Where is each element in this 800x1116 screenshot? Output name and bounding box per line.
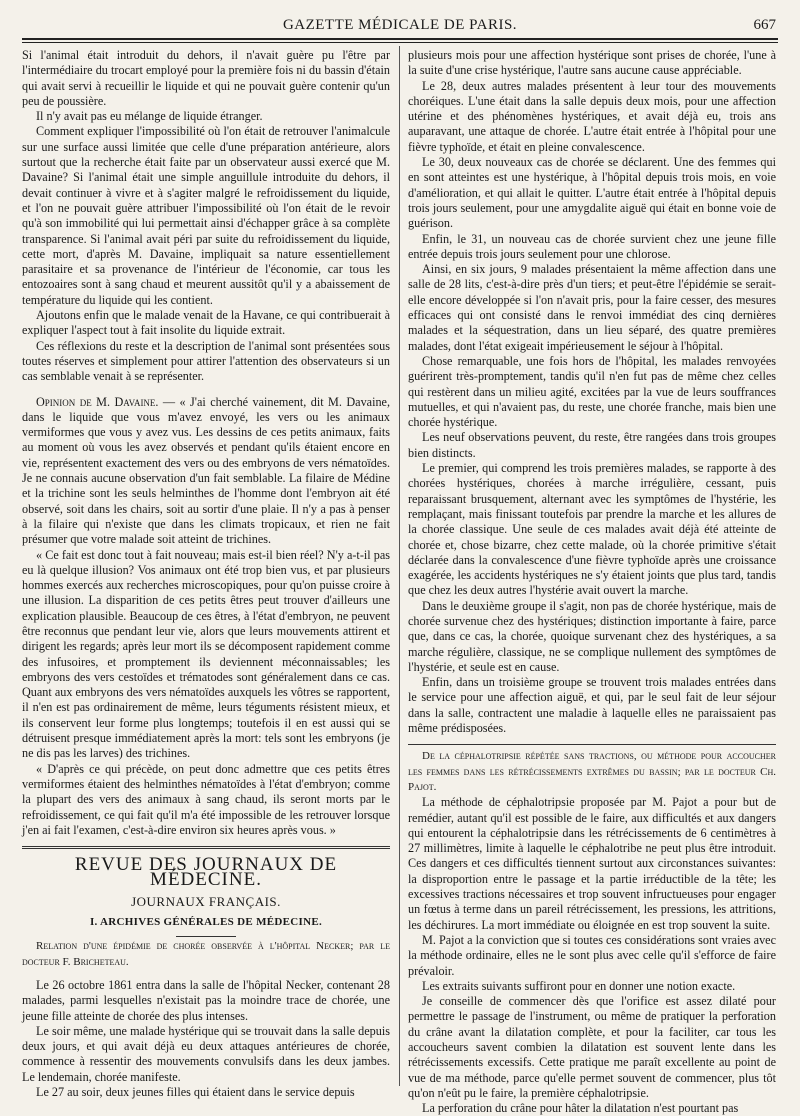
paragraph: La perforation du crâne pour hâter la dilatation n'est pourtant pas [422, 1101, 739, 1116]
paragraph: Le premier, qui comprend les trois premières malades, se rapporte à des chorées hystériques, chorées à marche irrégulière, cessant, puis reparaissant brusquement, alternant avec les symptômes de l'hystérie, les remplaçant, mais finissant toutefois par prendre la marche et les allures de la chorée classique. Une seule de ces malades avait déjà été atteinte de chorée et, chose bizarre, chez cette malade, où la chorée primitive s'était déclarée dans la convalescence d'une fièvre typhoïde après une croissance exagérée, les accidents hystériques ne s'y étaient joints que plus tard, tandis que chez les deux autres l'hystérie avait ouvert la marche. [408, 461, 776, 598]
journal-title: GAZETTE MÉDICALE DE PARIS. [282, 17, 518, 33]
paragraph: La méthode de céphalotripsie proposée par M. Pajot a pour but de remédier, autant qu'il est possible de le faire, aux difficultés et aux dangers qui entourent la céphalotripsie dans les rétrécissements de 6 centimètres à 27 millimètres, limite à laquelle le céphalotribe ne peut plus être introduit. Ces dangers et ces difficultés tiennent surtout aux circonstances suivantes: la disproportion entre le passage et la partie irréductible de la tête; les excessives tractions nécessaires et trop souvent infructueuses pour engager un fœtus à terme dans un pareil rétrécissement, les pressions, les attritions, les déchirures. La mort immédiate ou éloignée en est trop souvent la suite. [408, 795, 776, 932]
paragraph: Ainsi, en six jours, 9 malades présentaient la même affection dans une salle de 28 lits, c'est-à-dire près d'un tiers; et peut-être l'épidémie se serait-elle encore développée si l'on n'avait pris, pour la faire cesser, des mesures efficaces qui ont consisté dans le renvoi immédiat des cinq dernières malades et la séquestration, dans un lieu séparé, des quatre premières malades, dont l'état exigeait impérieusement le séjour à l'hôpital. [408, 262, 776, 353]
paragraph: Il n'y avait pas eu mélange de liquide étranger. [36, 109, 263, 124]
paragraph: Dans le deuxième groupe il s'agit, non pas de chorée hystérique, mais de chorée survenue chez des hystériques; distinction importante à faire, parce que, dans ce cas, la chorée, quoique survenant chez des hystériques, a sa marche régulière, classique, ne se complique nullement des symptômes de l'hystérie, et seule est en cause. [408, 598, 776, 674]
paragraph: Comment expliquer l'impossibilité où l'on était de retrouver l'animalcule sur une surface aussi limitée que celle d'une préparation antérieure, alors surtout que la recherche était faite par un observateur aussi exercé que M. Davaine? Si l'animal était une simple anguillule introduite du dehors, il devait continuer à vivre et à s'agiter malgré le refroidissement du liquide, et l'on ne pouvait guère attribuer l'impossibilité où l'on était de le revoir qu'à son immobilité qui lui permettait ainsi d'échapper grâce à sa complète transparence. Si l'animal avait péri par suite du refroidissement du liquide, cette mort, d'après M. Davaine, impliquait sa nature essentiellement parasitaire et sa provenance de l'intérieur de l'économie, car tous les entozoaires sont à sang chaud et meurent aussitôt qu'il y a abaissement de température du liquide qui les contient. [22, 124, 390, 307]
column-divider [399, 46, 400, 1086]
paragraph: Le 28, deux autres malades présentent à leur tour des mouvements choréiques. L'une était dans la salle depuis deux mois, pour une affection utérine et des phénomènes hystériques, et avait déjà eu, trois ans auparavant, une attaque de chorée. L'autre était entrée à l'hôpital pour une fièvre typhoïde, et était en pleine convalescence. [408, 78, 776, 154]
header-rule-thin [22, 42, 778, 43]
article-title: Relation d'une épidémie de chorée observée à l'hôpital Necker; par le docteur F. Bricheteau. [22, 940, 390, 968]
page-number: 667 [753, 17, 776, 33]
header-rule [22, 38, 778, 40]
short-rule [176, 936, 236, 937]
paragraph: « D'après ce qui précède, on peut donc admettre que ces petits êtres vermiformes étaient des helminthes nématoïdes à l'état d'embryon; comme la plupart des vers des animaux à sang chaud, ils seront morts par le refroidissement, ce qui fait qu'il m'a été impossible de les retrouver lorsque j'en ai fait l'examen, c'est-à-dire environ six heures après vous. » [22, 761, 390, 837]
paragraph: Les extraits suivants suffiront pour en donner une notion exacte. [422, 978, 736, 993]
paragraph: Enfin, dans un troisième groupe se trouvent trois malades entrées dans le service pour une affection aiguë, et qui, par le seul fait de leur séjour dans la salle, contractent une maladie à laquelle elles ne paraissaient pas même prédisposées. [408, 675, 776, 736]
article-title: De la céphalotripsie répétée sans tractions, ou méthode pour accoucher les femmes dans les rétrécissements extrêmes du bassin; par le docteur Ch. Pajot. [408, 750, 776, 793]
paragraph: Enfin, le 31, un nouveau cas de chorée survient chez une jeune fille entrée depuis trois jours seulement pour une chlorose. [408, 231, 776, 261]
paragraph: « Ce fait est donc tout à fait nouveau; mais est-il bien réel? N'y a-t-il pas eu là quelque illusion? Vos animaux ont été trop bien vus, et par plusieurs hommes exercés aux recherches microscopiques, pour qu'on puisse croire à une illusion. La disparition de ces petits êtres peut trouver d'ailleurs une explication plausible. Beaucoup de ces êtres, à l'état d'embryon, ne peuvent être reconnus que pendant leur vie, alors que leurs mouvements attirent et dirigent les regards; après leur mort ils se décomposent rapidement comme des infusoires, et promptement ils deviennent méconnaissables; les embryons des vers cestoïdes et trématodes sont généralement dans ce cas. Quant aux embryons des vers nématoïdes auxquels les vôtres se rapportent, il n'en est pas ordinairement de même, leurs téguments résistent mieux, et ils conservent leur forme plus longtemps; toutefois il en est aussi qui se détruisent presque immédiatement après la mort: tels sont les embryons (je ne dis pas les larves) des trichines. [22, 547, 390, 761]
paragraph: Je conseille de commencer dès que l'orifice est assez dilaté pour permettre le passage de l'instrument, ou même de pratiquer la perforation du crâne avant la dilatation complète, et pour la faciliter, car tous les accoucheurs savent combien la dilatation est souvent lente dans les rétrécissements excessifs. Cette pratique me paraît excellente au point de vue de ma méthode, parce qu'elle permet souvent de commencer, plus tôt qu'on n'eût pu le faire, la première céphalotripsie. [408, 994, 776, 1100]
archives-heading: I. ARCHIVES GÉNÉRALES DE MÉDECINE. [89, 916, 323, 929]
paragraph: plusieurs mois pour une affection hystérique sont prises de chorée, l'une à la suite d'une crise hystérique, l'autre sans aucune cause appréciable. [408, 48, 776, 78]
left-column [22, 48, 390, 1100]
right-column [408, 48, 776, 1116]
page-header [22, 14, 778, 40]
paragraph: Ces réflexions du reste et la description de l'animal sont présentées sous toutes réserves et simplement pour attirer l'attention des observateurs si un cas semblable venait à se représenter. [22, 338, 390, 384]
paragraph: Le 30, deux nouveaux cas de chorée se déclarent. Une des femmes qui en sont atteintes est une hystérique, à l'hôpital depuis trois mois, en voie d'amélioration, et qui allait le quitter. L'autre était entrée à l'hôpital depuis trois jours seulement, pour une amygdalite aiguë qui était en bonne voie de guérison. [408, 155, 776, 231]
opinion-text: « J'ai cherché vainement, dit M. Davaine, dans le liquide que vous m'avez envoyé, les vers ou les animaux vermiformes que vous y avez vus. Les dessins de ces petits animaux, faits au moment où vous les avez observés et pendant qu'ils étaient encore en vie, représentent exactement des vers ou des embryons de vers nématoïdes. Je ne connais aucune observation d'un fait semblable. La filaire de Médine et la trichine sont les seuls helminthes de l'homme dont l'embryon ait été observé, soit dans les chairs, soit au sortir d'une plaie. Il n'y a pas à penser à la filaire qui n'existe que dans les climats tropicaux, et rien ne fait présumer que votre malade soit atteint de trichines. [22, 394, 391, 547]
section-rule [408, 744, 776, 745]
paragraph: M. Pajot a la conviction que si toutes ces considérations sont vraies avec la méthode ordinaire, elles ne le sont plus avec celle qu'il s'efforce de faire prévaloir. [408, 932, 776, 978]
section-rule [22, 846, 390, 849]
revue-title: REVUE DES JOURNAUX DE MÉDECINE. [74, 854, 338, 891]
paragraph: Le 27 au soir, deux jeunes filles qui étaient dans le service depuis [36, 1085, 355, 1099]
paragraph: Les neuf observations peuvent, du reste, être rangées dans trois groupes bien distincts. [408, 430, 776, 460]
opinion-label: Opinion de M. Davaine. — [36, 394, 176, 409]
opinion-paragraph [22, 395, 390, 548]
paragraph: Ajoutons enfin que le malade venait de la Havane, ce qui contribuerait à expliquer l'aspect tout à fait insolite du liquide extrait. [22, 308, 390, 338]
paragraph: Le 26 octobre 1861 entra dans la salle de l'hôpital Necker, contenant 28 malades, parmi lesquelles n'existait pas la moindre trace de chorée, une jeune fille atteinte de chorée des plus intenses. [22, 977, 390, 1023]
paragraph: Le soir même, une malade hystérique qui se trouvait dans la salle depuis deux jours, et qui avait déjà eu deux attaques antérieures de chorée, commence à ressentir des mouvements convulsifs dans les deux jambes. Le lendemain, chorée manifeste. [22, 1023, 390, 1084]
journaux-heading: JOURNAUX FRANÇAIS. [131, 893, 281, 909]
paragraph: Chose remarquable, une fois hors de l'hôpital, les malades renvoyées guérirent très-promptement, tandis qu'il n'en fut pas de même chez celles qui restèrent dans un milieu agité, excitées par la vue de leurs souffrances mutuelles, et qui n'avaient pas, du reste, une chorée franche, mais bien une chorée hystérique. [408, 353, 776, 430]
paragraph: Si l'animal était introduit du dehors, il n'avait guère pu l'être par l'intermédiaire du trocart employé pour la première fois ni du bassin d'étain qui avait servi à recueillir le liquide et qui ne pouvait guère contenir qu'un peu de poussière. [22, 48, 390, 108]
